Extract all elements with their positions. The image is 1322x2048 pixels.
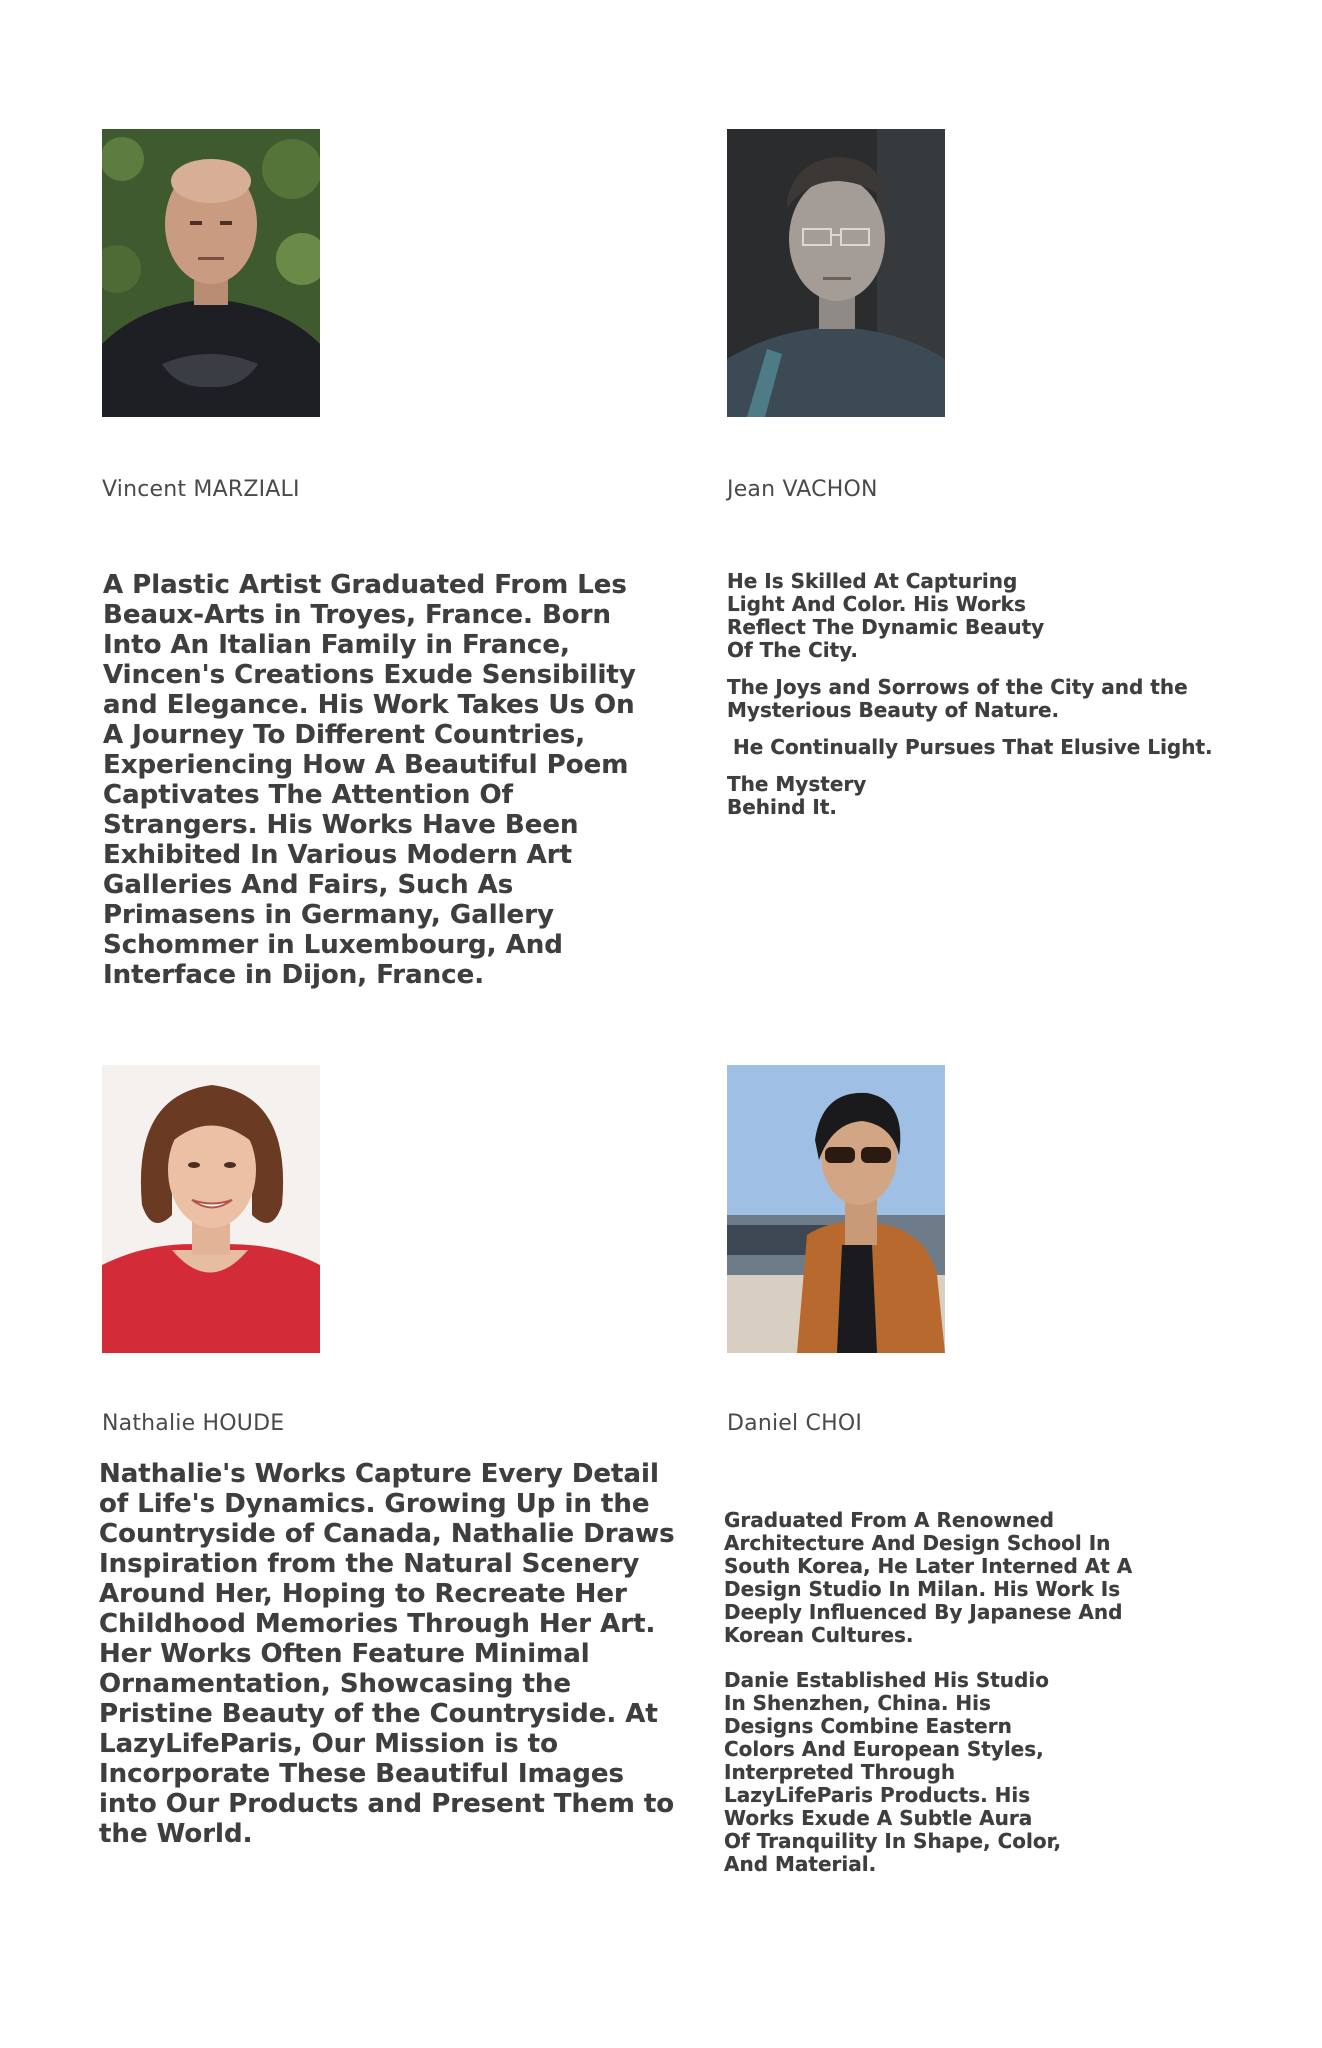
artist-name: Jean VACHON <box>727 477 878 502</box>
bio-paragraph: Graduated From A Renowned Architecture And Design School In South Korea, He Later Interned At A Design Studio In Milan. His Work Is Deeply Influenced By Japanese And Korean Cultures. <box>724 1508 1133 1647</box>
portrait-man-sunglasses-icon <box>727 1065 945 1353</box>
artist-bio <box>99 1459 679 1849</box>
portrait-woman-smiling-icon <box>102 1065 320 1353</box>
bio-paragraph: He Is Skilled At Capturing Light And Color. His Works Reflect The Dynamic Beauty Of The City. <box>727 569 1045 662</box>
artist-photo-jean-vachon <box>727 129 945 417</box>
artist-name: Nathalie HOUDE <box>102 1411 285 1436</box>
artist-bio <box>727 570 1297 819</box>
artist-bio <box>724 1509 1264 1876</box>
artist-bio <box>103 570 643 990</box>
artist-photo-vincent-marziali <box>102 129 320 417</box>
bio-paragraph: Nathalie's Works Capture Every Detail of Life's Dynamics. Growing Up in the Countryside of Canada, Nathalie Draws Inspiration from the Natural Scenery Around Her, Hoping to Recreate Her Childhood Memories Through Her Art. Her Works Often Feature Minimal Ornamentation, Showcasing the Pristine Beauty of the Countryside. At LazyLifeParis, Our Mission is to Incorporate These Beautiful Images into Our Products and Present Them to the World. <box>99 1459 675 1849</box>
artist-name: Vincent MARZIALI <box>102 477 300 502</box>
bio-paragraph: The Mystery Behind It. <box>727 772 867 819</box>
bio-paragraph: Danie Established His Studio In Shenzhen, China. His Designs Combine Eastern Colors And European Styles, Interpreted Through LazyLifeParis Products. His Works Exude A Subtle Aura Of Tranquility In Shape, Color, And Material. <box>724 1668 1062 1876</box>
bio-paragraph: The Joys and Sorrows of the City and the Mysterious Beauty of Nature. <box>727 675 1188 722</box>
artist-photo-nathalie-houde <box>102 1065 320 1353</box>
artist-name: Daniel CHOI <box>727 1411 863 1436</box>
artist-photo-daniel-choi <box>727 1065 945 1353</box>
portrait-bald-man-icon <box>102 129 320 417</box>
bio-paragraph: He Continually Pursues That Elusive Light. <box>733 735 1213 759</box>
bio-paragraph: A Plastic Artist Graduated From Les Beaux-Arts in Troyes, France. Born Into An Italian Family in France, Vincen's Creations Exude Sensibility and Elegance. His Work Takes Us On A Journey To Different Countries, Experiencing How A Beautiful Poem Captivates The Attention Of Strangers. His Works Have Been Exhibited In Various Modern Art Galleries And Fairs, Such As Primasens in Germany, Gallery Schommer in Luxembourg, And Interface in Dijon, France. <box>103 570 636 990</box>
portrait-man-glasses-icon <box>727 129 945 417</box>
